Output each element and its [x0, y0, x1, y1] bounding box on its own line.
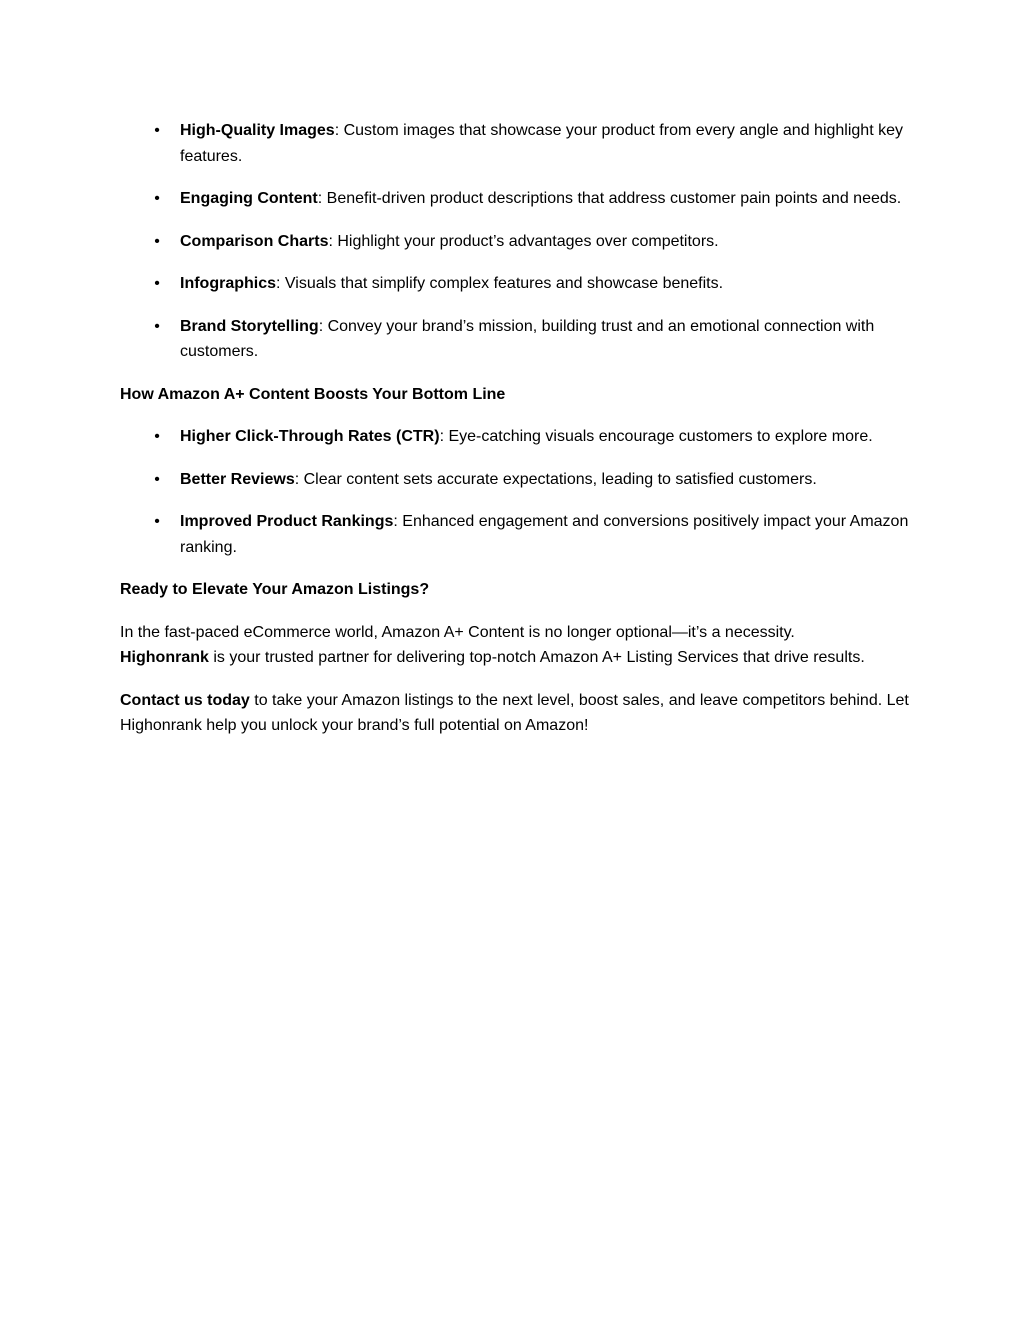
section-heading-ready: Ready to Elevate Your Amazon Listings?: [120, 581, 430, 598]
boost-term: Higher Click-Through Rates (CTR): [180, 428, 440, 445]
document-page: [120, 118, 910, 756]
list-item: [120, 509, 910, 560]
brand-name: Highonrank: [120, 649, 209, 666]
list-item: [120, 229, 910, 255]
feature-term: Infographics: [180, 275, 277, 292]
list-item: [120, 271, 910, 297]
paragraph-text: is your trusted partner for delivering top-notch Amazon A+ Listing Services that drive results.: [208, 649, 865, 666]
feature-text: : Visuals that simplify complex features and showcase benefits.: [276, 275, 724, 292]
bullet-icon: •: [154, 275, 160, 292]
features-list: [120, 118, 910, 365]
bullet-icon: •: [154, 190, 160, 207]
boosts-list: [120, 424, 910, 560]
bullet-icon: •: [154, 428, 160, 445]
feature-term: Comparison Charts: [180, 232, 329, 250]
feature-text: : Custom images that showcase your product from every angle and highlight key features.: [180, 122, 903, 165]
section-heading-boosts: How Amazon A+ Content Boosts Your Bottom Line: [120, 385, 506, 403]
paragraph-intro: [120, 620, 910, 671]
feature-term: Engaging Content: [180, 190, 318, 207]
bullet-icon: •: [154, 513, 160, 530]
bullet-icon: •: [154, 470, 160, 488]
feature-term: Brand Storytelling: [180, 317, 319, 335]
bullet-icon: •: [154, 232, 160, 250]
boost-text: : Eye-catching visuals encourage customers to explore more.: [439, 428, 873, 445]
cta-text: Contact us today: [120, 691, 250, 709]
boost-term: Better Reviews: [180, 470, 295, 488]
bullet-icon: •: [154, 122, 160, 139]
feature-text: : Benefit-driven product descriptions that address customer pain points and needs.: [317, 190, 902, 207]
list-item: [120, 424, 910, 450]
feature-text: : Highlight your product’s advantages over competitors.: [328, 232, 719, 250]
list-item: [120, 314, 910, 365]
boost-text: : Enhanced engagement and conversions positively impact your Amazon ranking.: [180, 513, 909, 556]
bullet-icon: •: [154, 317, 160, 335]
boost-term: Improved Product Rankings: [180, 513, 394, 530]
boost-text: : Clear content sets accurate expectations, leading to satisfied customers.: [294, 470, 817, 488]
feature-text: : Convey your brand’s mission, building trust and an emotional connection with customers.: [180, 317, 875, 360]
list-item: [120, 467, 910, 493]
list-item: [120, 118, 910, 169]
list-item: [120, 186, 910, 212]
paragraph-text: to take your Amazon listings to the next level, boost sales, and leave competitors behind. Let Highonrank help you unlock your brand’s full potential on Amazon!: [120, 691, 909, 734]
paragraph-cta: [120, 688, 910, 739]
paragraph-text: In the fast-paced eCommerce world, Amazon A+ Content is no longer optional—it’s a necessity.: [120, 623, 795, 641]
feature-term: High-Quality Images: [180, 122, 335, 139]
